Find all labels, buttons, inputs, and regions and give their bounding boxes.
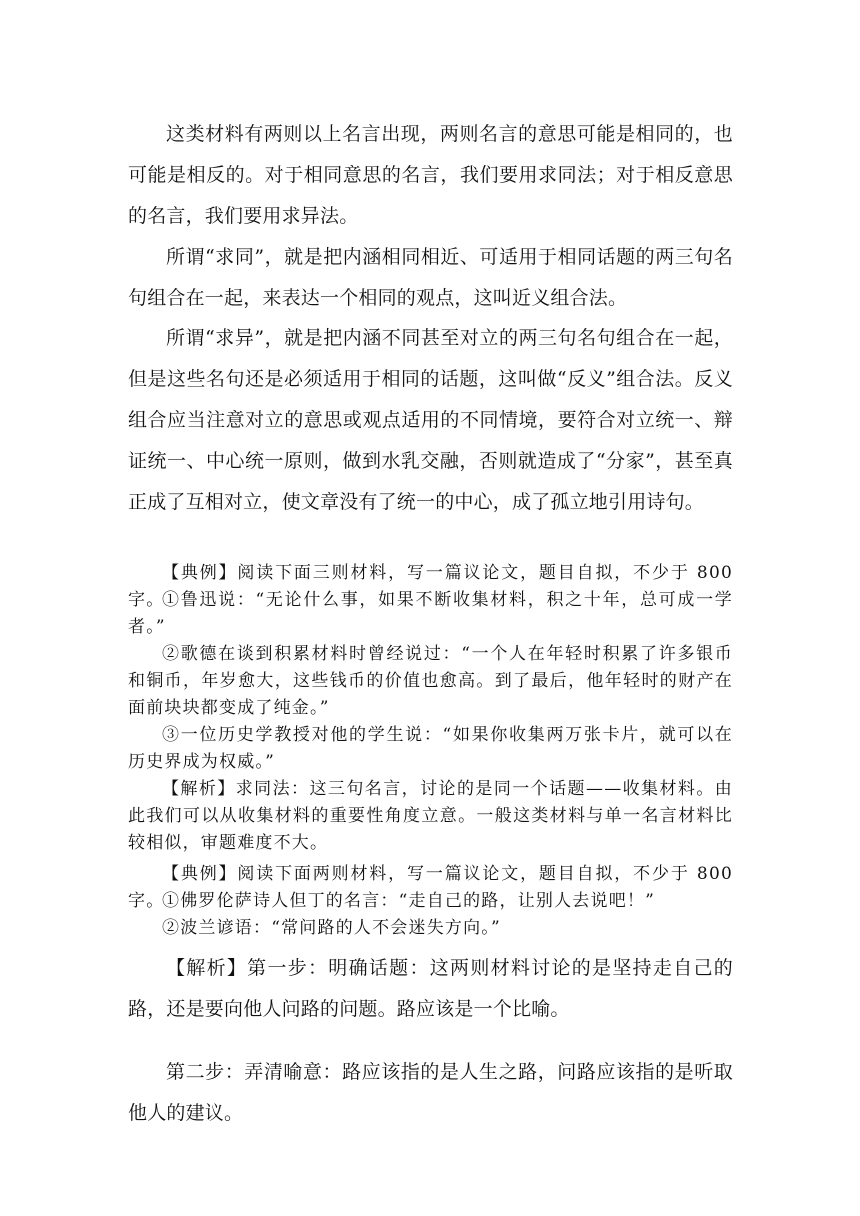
example-2-analysis-step-1: 【解析】第一步：明确话题：这两则材料讨论的是坚持走自己的路，还是要向他人问路的问题。路应该是一个比喻。 [128,957,733,1020]
example-1-material-2: ②歌德在谈到积累材料时曾经说过：“一个人在年轻时积累了许多银币和铜币，年岁愈大，这些钱币的价值也愈高。到了最后，他年轻时的财产在面前块块都变成了纯金。” [128,644,733,718]
example-2-material-1: ①佛罗伦萨诗人但丁的名言：“走自己的路，让别人去说吧！” [162,891,655,911]
example-1-material-1: ①鲁迅说：“无论什么事，如果不断收集材料，积之十年，总可成一学者。” [128,590,733,637]
paragraph-intro: 这类材料有两则以上名言出现，两则名言的意思可能是相同的，也可能是相反的。对于相同意思的名言，我们要用求同法；对于相反意思的名言，我们要用求异法。 [128,123,733,227]
paragraph-qiutong: 所谓“求同”，就是把内涵相同相近、可适用于相同话题的两三句名句组合在一起，来表达一个相同的观点，这叫近义组合法。 [128,246,733,309]
example-2-title: 【典例】阅读下面两则材料，写一篇议论文，题目自拟，不少于 800 字。 [128,864,733,911]
example-2-material-2: ②波兰谚语：“常问路的人不会迷失方向。” [162,918,501,938]
example-1-material-3: ③一位历史学教授对他的学生说：“如果你收集两万张卡片，就可以在历史界成为权威。” [128,725,733,772]
example-1-analysis: 【解析】求同法：这三句名言，讨论的是同一个话题——收集材料。由此我们可以从收集材料的重要性角度立意。一般这类材料与单一名言材料比较相似，审题难度不大。 [128,779,733,853]
example-2-analysis-step-2: 第二步：弄清喻意：路应该指的是人生之路，问路应该指的是听取他人的建议。 [128,1061,733,1124]
example-1-title: 【典例】阅读下面三则材料，写一篇议论文，题目自拟，不少于 800 字。 [128,563,733,610]
paragraph-qiuyi: 所谓“求异”，就是把内涵不同甚至对立的两三句名句组合在一起，但是这些名句还是必须适用于相同的话题，这叫做“反义”组合法。反义组合应当注意对立的意思或观点适用的不同情境，要符合对立统一、辩证统一、中心统一原则，做到水乳交融，否则就造成了“分家”，甚至真正成了互相对立，使文章没有了统一的中心，成了孤立地引用诗句。 [128,327,733,513]
